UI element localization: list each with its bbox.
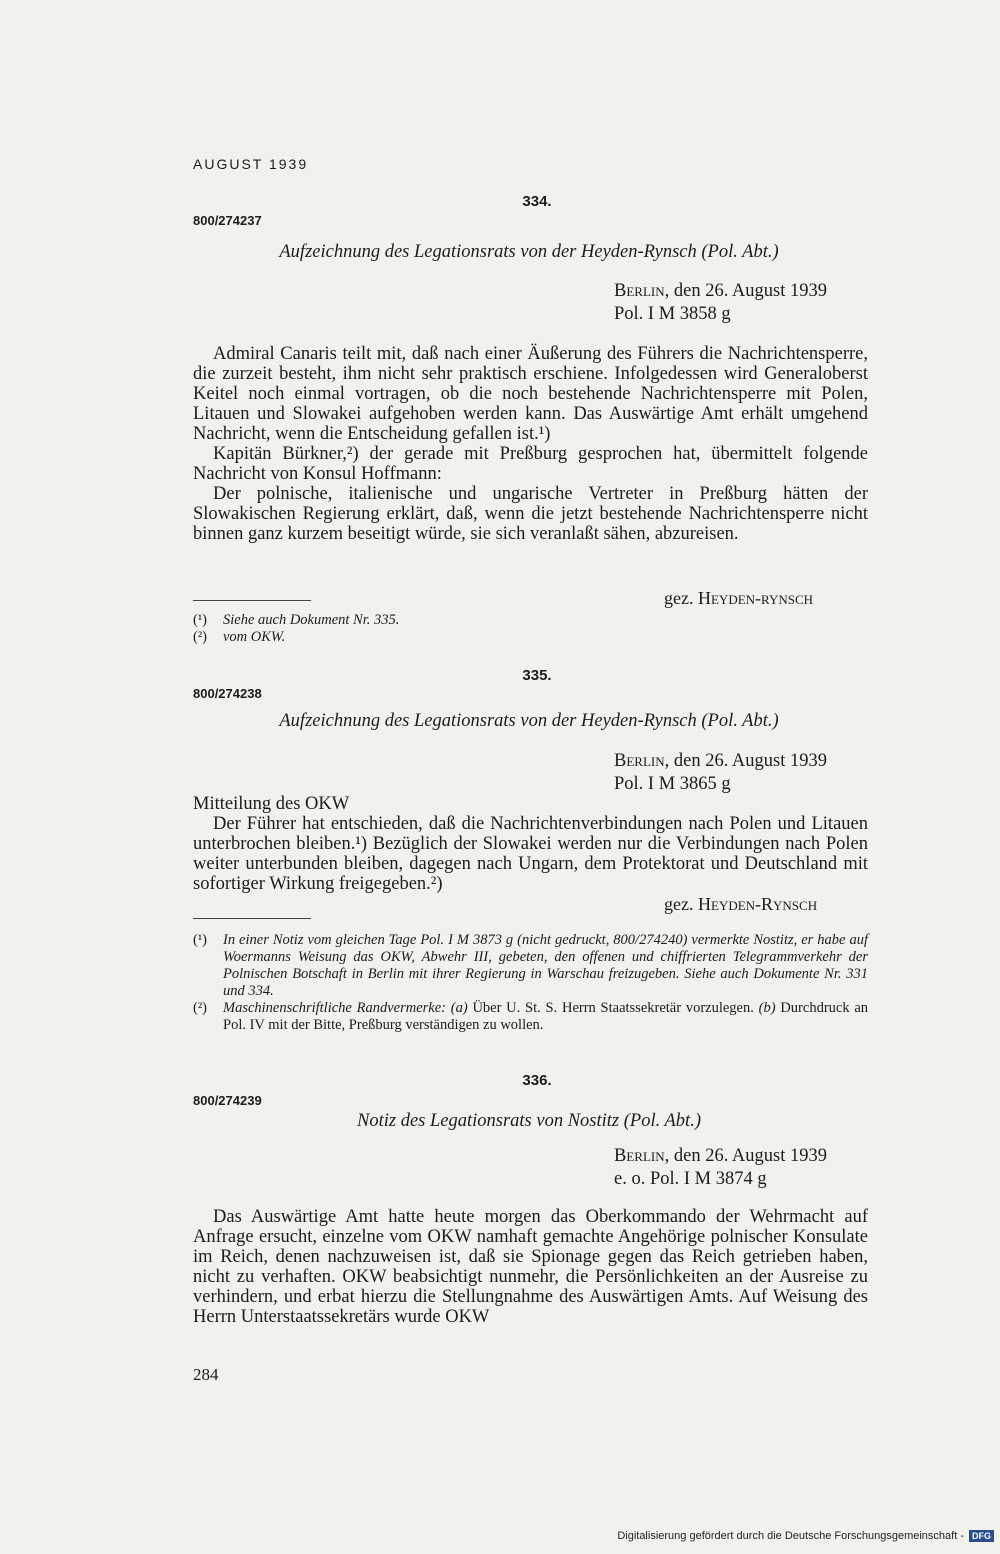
footnote-text-part: Maschinenschriftliche Randvermerke: (a) — [223, 1000, 468, 1016]
doc-335-date: , den 26. August 1939 — [664, 751, 827, 771]
footnote-divider — [193, 600, 311, 601]
footnote-text-part: Durchdruck an Pol. IV mit der Bitte, Preßburg verständigen zu wollen. — [223, 1000, 869, 1033]
doc-334-date: , den 26. August 1939 — [664, 281, 827, 301]
doc-334-body — [193, 344, 868, 544]
doc-335-footnotes — [193, 932, 868, 1034]
doc-335-place-date — [614, 750, 827, 796]
doc-336-number: 336. — [522, 1072, 552, 1089]
footnote-item — [193, 612, 868, 629]
doc-335-signature-prefix: gez. — [664, 894, 698, 914]
footnote-divider — [193, 918, 311, 919]
footnote-text: vom OKW. — [223, 629, 286, 645]
doc-335-intro: Mitteilung des OKW — [193, 794, 350, 814]
doc-335-signature — [664, 894, 817, 915]
footnote-item — [193, 629, 868, 646]
doc-335-number: 335. — [522, 667, 552, 684]
doc-334-place-date — [614, 280, 827, 326]
doc-335-file-number: 800/274238 — [193, 686, 262, 701]
doc-334-title: Aufzeichnung des Legationsrats von der Heyden-Rynsch (Pol. Abt.) — [279, 242, 779, 262]
doc-334-paragraph-1: Admiral Canaris teilt mit, daß nach einer Äußerung des Führers die Nachrichtensperre, die zurzeit besteht, ihm nicht sehr praktisch erschiene. Infolgedessen wird Generaloberst Keitel noch einmal vortragen, ob die noch bestehende Nachrichtensperre mit Polen, Litauen und Slowakei aufgehoben werden kann. Das Auswärtige Amt erhält umgehend Nachricht, wenn die Entscheidung gefallen ist.¹) — [193, 344, 868, 444]
doc-334-footnotes — [193, 612, 868, 646]
footnote-marker: (²) — [193, 1000, 208, 1016]
doc-334-paragraph-3: Der polnische, italienische und ungarische Vertreter in Preßburg hätten der Slowakischen Regierung erklärt, daß, wenn die jetzt bestehende Nachrichtensperre nicht binnen ganz kurzem beseitigt würde, sie sich veranlaßt sähen, abzureisen. — [193, 484, 868, 544]
footnote-marker: (¹) — [193, 932, 208, 948]
doc-336-place-date — [614, 1145, 827, 1191]
footnote-text-part: Über U. St. S. Herrn Staatssekretär vorzulegen. — [472, 1000, 754, 1016]
doc-336-title: Notiz des Legationsrats von Nostitz (Pol. Abt.) — [357, 1111, 701, 1131]
running-header: AUGUST 1939 — [193, 156, 309, 172]
doc-334-city: Berlin — [614, 281, 665, 301]
doc-335-signature-name: Heyden-Rynsch — [697, 894, 818, 914]
doc-334-file-number: 800/274237 — [193, 213, 262, 228]
doc-336-file-number: 800/274239 — [193, 1093, 262, 1108]
page-number: 284 — [193, 1365, 219, 1384]
footer-text: Digitalisierung gefördert durch die Deutsche Forschungsgemeinschaft - — [617, 1530, 964, 1542]
footnote-text: Siehe auch Dokument Nr. 335. — [223, 612, 400, 628]
doc-336-reference: e. o. Pol. I M 3874 g — [614, 1169, 767, 1189]
footnote-marker: (¹) — [193, 612, 208, 628]
doc-335-paragraph-1: Der Führer hat entschieden, daß die Nachrichtenverbindungen nach Polen und Litauen unterbrochen bleiben.¹) Bezüglich der Slowakei werden nur die Verbindungen nach Polen weiter unterbunden bleiben, dagegen nach Ungarn, dem Protektorat und Deutschland mit sofortiger Wirkung freigegeben.²) — [193, 814, 868, 894]
doc-335-body — [193, 794, 868, 894]
doc-334-signature-prefix: gez. — [664, 588, 698, 608]
footnote-text: In einer Notiz vom gleichen Tage Pol. I M 3873 g (nicht gedruckt, 800/274240) vermerkte Nostitz, er habe auf Woermanns Weisung das OKW, Abwehr III, gebeten, den offenen und chiffrierten Telegrammverkehr der Polnischen Botschaft in Berlin mit ihrer Regierung in Warschau freizugeben. Siehe auch Dokumente Nr. 331 und 334. — [223, 932, 868, 999]
footnote-item — [193, 1000, 868, 1034]
doc-334-signature — [664, 588, 813, 609]
footnote-text — [223, 1000, 868, 1034]
footnote-text-part: (b) — [758, 1000, 776, 1016]
dfg-logo: DFG — [969, 1530, 994, 1542]
doc-336-body — [193, 1207, 868, 1327]
doc-334-number: 334. — [522, 193, 552, 210]
footnote-marker: (²) — [193, 629, 208, 645]
doc-335-title: Aufzeichnung des Legationsrats von der Heyden-Rynsch (Pol. Abt.) — [279, 711, 779, 731]
doc-334-paragraph-2: Kapitän Bürkner,²) der gerade mit Preßburg gesprochen hat, übermittelt folgende Nachricht von Konsul Hoffmann: — [193, 444, 868, 484]
doc-335-city: Berlin — [614, 751, 665, 771]
dfg-funding-footer — [617, 1530, 994, 1542]
doc-336-city: Berlin — [614, 1146, 665, 1166]
doc-335-reference: Pol. I M 3865 g — [614, 774, 731, 794]
doc-336-paragraph-1: Das Auswärtige Amt hatte heute morgen das Oberkommando der Wehrmacht auf Anfrage ersucht, einzelne vom OKW namhaft gemachte Angehörige polnischer Konsulate im Reich, denen nachzuweisen ist, daß sie Spionage gegen das Reich getrieben haben, nicht zu verhaften. OKW beabsichtigt nunmehr, die Persönlichkeiten an der Ausreise zu verhindern, und erbat hierzu die Stellungnahme des Auswärtigen Amts. Auf Weisung des Herrn Unterstaatssekretärs wurde OKW — [193, 1207, 868, 1327]
doc-336-date: , den 26. August 1939 — [664, 1146, 827, 1166]
doc-334-signature-name: Heyden-rynsch — [697, 588, 814, 608]
footnote-item — [193, 932, 868, 1000]
doc-334-reference: Pol. I M 3858 g — [614, 304, 731, 324]
